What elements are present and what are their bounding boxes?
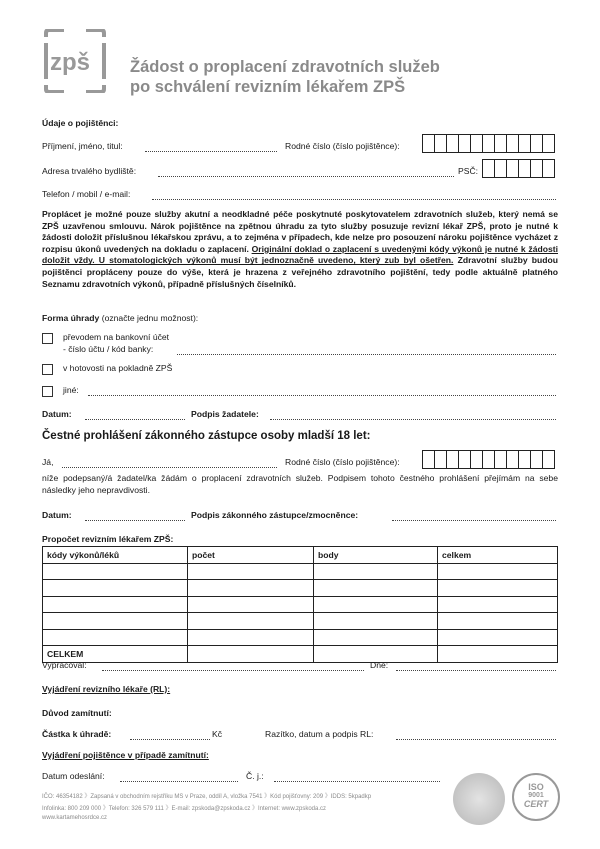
birth-number-label: Rodné číslo (číslo pojištěnce): <box>285 141 400 151</box>
table-cell[interactable] <box>438 563 558 580</box>
insured-statement-heading: Vyjádření pojištěnce v případě zamítnutí: <box>42 750 209 760</box>
stamp-label: Razítko, datum a podpis RL: <box>265 729 374 739</box>
award-seal-icon <box>453 773 505 825</box>
table-row <box>43 563 558 580</box>
iso-cert-icon <box>512 773 560 821</box>
sent-date-field[interactable] <box>120 781 238 782</box>
date-field[interactable] <box>85 419 185 420</box>
table-cell[interactable] <box>43 563 188 580</box>
table-row <box>43 613 558 630</box>
ref-label: Č. j.: <box>246 771 264 781</box>
table-cell[interactable] <box>438 580 558 597</box>
column-header: celkem <box>438 547 558 564</box>
rejection-label: Důvod zamítnutí: <box>42 708 112 718</box>
payment-heading <box>42 313 198 323</box>
zip-label: PSČ: <box>458 166 479 176</box>
guardian-signature-field[interactable] <box>392 520 556 521</box>
declaration-date-field[interactable] <box>85 520 185 521</box>
table-row <box>43 629 558 646</box>
name-label: Příjmení, jméno, titul: <box>42 141 123 151</box>
currency-label: Kč <box>212 729 223 739</box>
calculation-table <box>42 546 558 663</box>
iso-number: 9001 <box>528 792 544 799</box>
table-cell[interactable] <box>188 613 314 630</box>
guardian-signature-label: Podpis zákonného zástupce/zmocněnce: <box>191 510 359 520</box>
footer-line-3: www.kartamehosrdce.cz <box>42 815 108 821</box>
amount-field[interactable] <box>130 739 210 740</box>
declaration-text: níže podepsaný/á žadatel/ka žádám o proplacení zdravotních služeb. Podpisem tohoto čestného prohlášení přejímám na sebe následky jeho nepravdivosti. <box>42 473 558 495</box>
table-cell[interactable] <box>314 563 438 580</box>
calc-date-field[interactable] <box>396 670 556 671</box>
cash-checkbox[interactable] <box>42 364 53 375</box>
phone-field[interactable] <box>152 199 556 200</box>
table-cell[interactable] <box>314 580 438 597</box>
bank-account-field[interactable] <box>177 354 556 355</box>
page-title <box>130 57 440 97</box>
table-cell[interactable] <box>188 580 314 597</box>
title-line-1: Žádost o proplacení zdravotních služeb <box>130 58 440 76</box>
table-cell[interactable] <box>438 629 558 646</box>
table-cell[interactable] <box>43 613 188 630</box>
address-field[interactable] <box>158 176 454 177</box>
table-row <box>43 580 558 597</box>
table-header-row <box>43 547 558 564</box>
table-cell[interactable] <box>314 629 438 646</box>
table-row <box>43 596 558 613</box>
table-cell[interactable] <box>314 613 438 630</box>
table-cell[interactable] <box>188 629 314 646</box>
reviewer-heading: Vyjádření revizního lékaře (RL): <box>42 684 171 694</box>
table-cell[interactable] <box>438 613 558 630</box>
column-header: body <box>314 547 438 564</box>
processed-label: Vypracoval: <box>42 660 87 670</box>
iso-text: ISO <box>528 782 544 792</box>
applicant-signature-field[interactable] <box>270 419 556 420</box>
table-cell[interactable] <box>438 646 558 663</box>
birth-number-boxes[interactable] <box>422 134 555 153</box>
bank-account-label: - číslo účtu / kód banky: <box>63 344 154 354</box>
zip-boxes[interactable] <box>482 159 555 178</box>
total-row <box>43 646 558 663</box>
payment-heading-text: Forma úhrady <box>42 313 100 323</box>
bank-option-label: převodem na bankovní účet <box>63 332 170 342</box>
footer-line-1: IČO: 46354182 》Zapsaná v obchodním rejstříku MS v Praze, oddíl A, vložka 7541 》Kód pojišťovny: 209 》IDDS: 5kpadkp <box>42 794 372 800</box>
name-field[interactable] <box>145 151 277 152</box>
insured-heading: Údaje o pojištěnci: <box>42 118 119 128</box>
declaration-heading: Čestné prohlášení zákonného zástupce osoby mladší 18 let: <box>42 430 371 442</box>
date-label: Datum: <box>42 409 72 419</box>
column-header: kódy výkonů/léků <box>43 547 188 564</box>
table-cell[interactable] <box>188 563 314 580</box>
cert-text: CERT <box>523 799 549 809</box>
title-line-2: po schválení revizním lékařem ZPŠ <box>130 78 406 96</box>
table-cell[interactable] <box>43 629 188 646</box>
calculation-heading: Propočet revizním lékařem ZPŠ: <box>42 534 174 544</box>
address-label: Adresa trvalého bydliště: <box>42 166 137 176</box>
other-field[interactable] <box>88 395 556 396</box>
phone-label: Telefon / mobil / e-mail: <box>42 189 131 199</box>
table-cell[interactable] <box>188 646 314 663</box>
table-cell[interactable] <box>43 580 188 597</box>
table-cell[interactable] <box>188 596 314 613</box>
declaration-date-label: Datum: <box>42 510 72 520</box>
calc-date-label: Dne: <box>370 660 389 670</box>
notice-part-1: Proplácet je možné pouze služby akutní a neodkladné péče poskytnuté poskytovatelem zdravotních služeb, který nemá se ZPŠ uzavřenou smlouvu. Nárok pojištěnce na zpětnou úhradu za tyto služby posuzuje revizní lékař ZPŠ, proto je nutné k žádosti doložit příslušnou lékařskou zprávu, a to zejména v případech, kde nelze pro posouzení nároku pojištěnce vycházet z rozpisu úkonů uvedených na dokladu o zaplacení. <box>42 209 558 254</box>
declaration-birth-number-label: Rodné číslo (číslo pojištěnce): <box>285 457 400 467</box>
other-checkbox[interactable] <box>42 386 53 397</box>
amount-label: Částka k úhradě: <box>42 729 112 739</box>
bank-transfer-checkbox[interactable] <box>42 333 53 344</box>
guardian-name-field[interactable] <box>62 467 277 468</box>
ref-field[interactable] <box>274 781 440 782</box>
declaration-birth-number-boxes[interactable] <box>422 450 555 469</box>
sent-date-label: Datum odeslání: <box>42 771 105 781</box>
stamp-field[interactable] <box>396 739 556 740</box>
footer-line-2: Infolinka: 800 209 000 》Telefon: 326 579 111 》E-mail: zpskoda@zpskoda.cz 》Internet: www.zpskoda.cz <box>42 806 327 812</box>
notice-part-3: Zdravotní služby budou pojištěnci propláceny pouze do výše, která je hrazena z veřejného zdravotního pojištění, tedy podle aktuálně platného Seznamu zdravotních výkonů, případně příslušných číselníků. <box>42 255 559 289</box>
table-cell[interactable] <box>314 596 438 613</box>
processed-field[interactable] <box>102 670 364 671</box>
total-label: CELKEM <box>43 646 188 663</box>
cash-option-label: v hotovosti na pokladně ZPŠ <box>63 363 173 373</box>
zps-logo <box>40 29 110 93</box>
logo-text: zpš <box>50 49 91 76</box>
notice-paragraph <box>42 209 558 290</box>
table-cell[interactable] <box>43 596 188 613</box>
applicant-signature-label: Podpis žadatele: <box>191 409 259 419</box>
declaration-me-label: Já, <box>42 457 54 467</box>
table-cell[interactable] <box>438 596 558 613</box>
column-header: počet <box>188 547 314 564</box>
other-option-label: jiné: <box>63 385 79 395</box>
payment-hint: (označte jednu možnost): <box>101 313 199 323</box>
notice-part-2: Originální doklad o zaplacení s uvedenými kódy výkonů je nutné k žádosti doložit vždy. U stomatologických výkonů musí být jednoznačně uvedeno, který zub byl ošetřen. <box>42 243 558 266</box>
